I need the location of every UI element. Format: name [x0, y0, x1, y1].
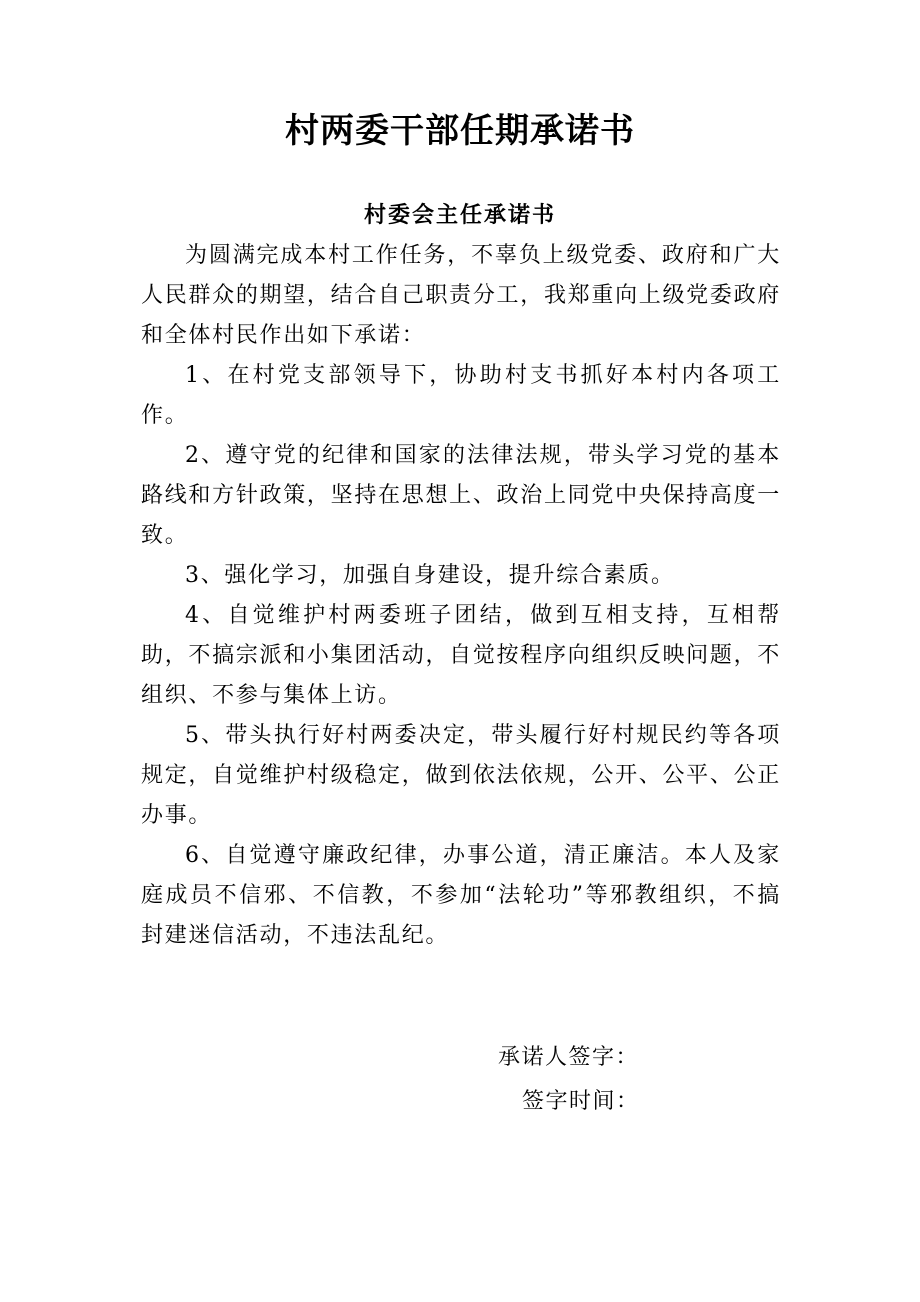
sign-date-label: 签字时间： — [522, 1089, 640, 1114]
signature-block — [498, 1036, 698, 1124]
commitment-item-6: 6、自觉遵守廉政纪律，办事公道，清正廉洁。本人及家庭成员不信邪、不信教，不参加“法轮功”等邪教组织，不搞封建迷信活动，不违法乱纪。 — [141, 843, 781, 948]
intro-paragraph: 为圆满完成本村工作任务，不辜负上级党委、政府和广大人民群众的期望，结合自己职责分工，我郑重向上级党委政府和全体村民作出如下承诺： — [141, 243, 781, 348]
commitment-item-3: 3、强化学习，加强自身建设，提升综合素质。 — [185, 563, 675, 588]
commitment-item-5: 5、带头执行好村两委决定，带头履行好村规民约等各项规定，自觉维护村级稳定，做到依法依规，公开、公平、公正办事。 — [141, 723, 781, 828]
commitment-item-4: 4、自觉维护村两委班子团结，做到互相支持，互相帮助，不搞宗派和小集团活动，自觉按程序向组织反映问题，不组织、不参与集体上访。 — [141, 603, 781, 708]
document-body — [141, 236, 781, 956]
document-subtitle: 村委会主任承诺书 — [363, 202, 556, 228]
signer-label: 承诺人签字： — [498, 1045, 640, 1070]
commitment-item-2: 2、遵守党的纪律和国家的法律法规，带头学习党的基本路线和方针政策，坚持在思想上、政治上同党中央保持高度一致。 — [141, 443, 781, 548]
commitment-item-1: 1、在村党支部领导下，协助村支书抓好本村内各项工作。 — [141, 363, 781, 428]
document-title: 村两委干部任期承诺书 — [285, 111, 635, 151]
